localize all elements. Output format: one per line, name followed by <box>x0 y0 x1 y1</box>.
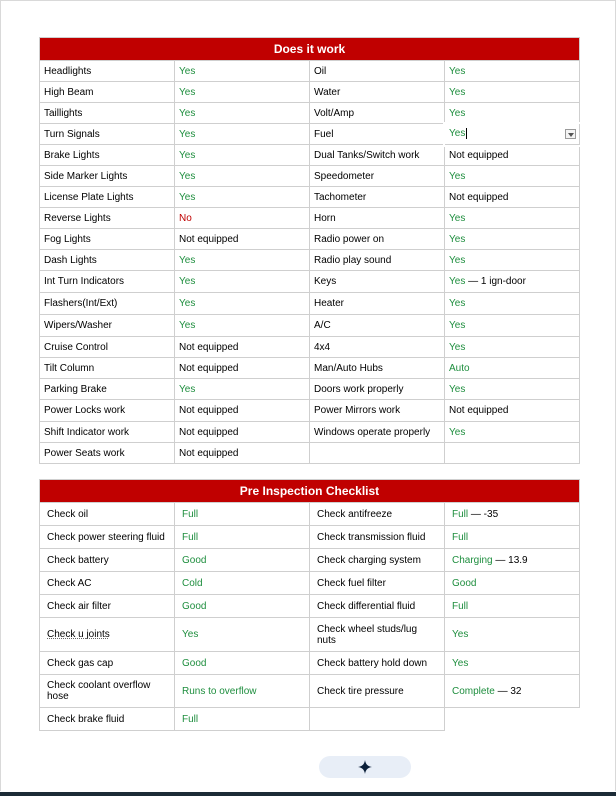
table-row <box>40 124 580 145</box>
u-joints-label: Check u joints <box>47 629 110 640</box>
cell-value[interactable]: Yes <box>445 250 580 271</box>
table-row <box>40 229 580 250</box>
cell-label[interactable]: Headlights <box>40 61 175 82</box>
table-row <box>40 572 580 595</box>
cell-label[interactable]: Windows operate properly <box>310 422 445 443</box>
cell-value[interactable]: Yes <box>445 208 580 229</box>
cell-value[interactable]: Yes <box>445 379 580 400</box>
cell-value: Complete <box>452 685 495 697</box>
cell-value[interactable]: Full <box>175 503 310 526</box>
cell-label[interactable]: Radio play sound <box>310 250 445 271</box>
table-row <box>40 250 580 271</box>
cell-label[interactable]: Check air filter <box>40 595 175 618</box>
tire-pressure-value-cell[interactable] <box>445 675 580 708</box>
table-row <box>40 271 580 293</box>
table-row <box>40 293 580 315</box>
cell-value[interactable]: Good <box>175 549 310 572</box>
table-row <box>40 103 580 124</box>
cell-label[interactable]: Check battery hold down <box>310 652 445 675</box>
table-row <box>40 208 580 229</box>
table-header-row <box>40 480 580 503</box>
cell-value[interactable]: Yes <box>445 61 580 82</box>
cell-value[interactable]: Yes <box>445 315 580 337</box>
cell-value[interactable]: Yes <box>445 229 580 250</box>
cell-label[interactable]: 4x4 <box>310 337 445 358</box>
table-row <box>40 503 580 526</box>
cell-label[interactable]: Power Mirrors work <box>310 400 445 422</box>
cell-label[interactable]: Check battery <box>40 549 175 572</box>
cell-value <box>445 708 580 731</box>
cell-label[interactable] <box>40 618 175 652</box>
cell-value[interactable]: Yes <box>175 315 310 337</box>
table-header-row <box>40 38 580 61</box>
section-title: Pre Inspection Checklist <box>40 480 580 503</box>
cell-label[interactable]: Check wheel studs/lug nuts <box>310 618 445 652</box>
table-row <box>40 400 580 422</box>
antifreeze-value-cell[interactable] <box>445 503 580 526</box>
cell-label[interactable]: Check transmission fluid <box>310 526 445 549</box>
pre-inspection-table <box>39 479 580 731</box>
table-row <box>40 422 580 443</box>
cell-label[interactable]: Man/Auto Hubs <box>310 358 445 379</box>
cell-note: — 1 ign-door <box>465 276 526 287</box>
cell-value[interactable]: Not equipped <box>445 400 580 422</box>
cell-value[interactable]: Yes <box>175 82 310 103</box>
cell-value: Yes <box>449 128 466 140</box>
cell-value[interactable]: Yes <box>445 422 580 443</box>
charging-value-cell[interactable] <box>445 549 580 572</box>
cell-value[interactable]: Yes <box>175 166 310 187</box>
cell-value[interactable]: Full <box>175 526 310 549</box>
cell-label[interactable]: Brake Lights <box>40 145 175 166</box>
cell-value[interactable]: Yes <box>445 166 580 187</box>
cell-label[interactable]: A/C <box>310 315 445 337</box>
sparkle-icon <box>358 760 372 774</box>
cell-label[interactable]: Shift Indicator work <box>40 422 175 443</box>
does-it-work-table <box>39 37 580 464</box>
table-row <box>40 708 580 731</box>
cell-label[interactable]: Tilt Column <box>40 358 175 379</box>
cell-label[interactable]: Side Marker Lights <box>40 166 175 187</box>
table-row <box>40 187 580 208</box>
cell-value[interactable]: Good <box>175 595 310 618</box>
bottom-taskbar <box>0 792 616 796</box>
ai-assist-button[interactable] <box>319 756 411 778</box>
table-row <box>40 379 580 400</box>
table-row <box>40 595 580 618</box>
cell-label[interactable]: Int Turn Indicators <box>40 271 175 293</box>
cell-value[interactable]: Not equipped <box>175 443 310 464</box>
cell-value[interactable]: Yes <box>445 618 580 652</box>
cell-label[interactable]: Parking Brake <box>40 379 175 400</box>
cell-value[interactable]: Not equipped <box>175 358 310 379</box>
cell-value[interactable]: Not equipped <box>175 422 310 443</box>
cell-label[interactable]: Speedometer <box>310 166 445 187</box>
cell-value[interactable]: Auto <box>445 358 580 379</box>
cell-label[interactable]: Wipers/Washer <box>40 315 175 337</box>
cell-note: — 13.9 <box>492 554 528 566</box>
cell-value[interactable]: Yes <box>175 145 310 166</box>
table-row <box>40 618 580 652</box>
table-row <box>40 166 580 187</box>
cell-label[interactable]: Doors work properly <box>310 379 445 400</box>
cell-value[interactable]: Good <box>175 652 310 675</box>
cell-label[interactable]: Heater <box>310 293 445 315</box>
cell-label[interactable]: Check oil <box>40 503 175 526</box>
cell-label[interactable]: Oil <box>310 61 445 82</box>
cell-label[interactable]: Check antifreeze <box>310 503 445 526</box>
cell-value[interactable]: Yes <box>175 618 310 652</box>
cell-label[interactable]: Fog Lights <box>40 229 175 250</box>
cell-label[interactable] <box>310 443 445 464</box>
cell-value[interactable]: Full <box>445 595 580 618</box>
cell-label[interactable]: Radio power on <box>310 229 445 250</box>
cell-value[interactable]: Yes <box>445 293 580 315</box>
cell-value[interactable]: Yes <box>175 187 310 208</box>
cell-value[interactable]: Not equipped <box>175 337 310 358</box>
cell-label[interactable]: Power Seats work <box>40 443 175 464</box>
cell-label[interactable]: Check brake fluid <box>40 708 175 731</box>
cell-label[interactable]: Tachometer <box>310 187 445 208</box>
table-row <box>40 549 580 572</box>
cell-value[interactable]: Yes <box>175 124 310 145</box>
cell-value[interactable]: Full <box>175 708 310 731</box>
cell-note: — 32 <box>494 685 522 697</box>
cell-value[interactable]: Yes <box>175 103 310 124</box>
cell-label[interactable]: Fuel <box>310 124 445 145</box>
cell-value[interactable]: Yes <box>175 293 310 315</box>
cell-label[interactable]: Dual Tanks/Switch work <box>310 145 445 166</box>
cell-label[interactable]: Check tire pressure <box>310 675 445 708</box>
table-row <box>40 61 580 82</box>
chevron-down-icon[interactable] <box>565 129 576 139</box>
cell-value: Full <box>452 508 469 520</box>
cell-label[interactable]: Check coolant overflow hose <box>40 675 175 708</box>
cell-value[interactable]: Not equipped <box>175 400 310 422</box>
fuel-value-cell[interactable] <box>445 124 580 145</box>
cell-note: — -35 <box>468 508 499 520</box>
cell-value[interactable]: Yes <box>175 61 310 82</box>
cell-value[interactable]: Yes <box>445 652 580 675</box>
cell-label[interactable]: Check differential fluid <box>310 595 445 618</box>
cell-label[interactable]: Check fuel filter <box>310 572 445 595</box>
cell-value[interactable]: Yes <box>175 250 310 271</box>
cell-value[interactable]: Yes <box>445 103 580 124</box>
cell-label[interactable]: Check gas cap <box>40 652 175 675</box>
cell-label[interactable]: High Beam <box>40 82 175 103</box>
cell-value[interactable]: Not equipped <box>175 229 310 250</box>
section-title: Does it work <box>40 38 580 61</box>
cell-label[interactable]: Horn <box>310 208 445 229</box>
cell-label[interactable]: Power Locks work <box>40 400 175 422</box>
cell-value[interactable]: No <box>175 208 310 229</box>
cell-value[interactable]: Runs to overflow <box>175 675 310 708</box>
table-row <box>40 526 580 549</box>
cell-label[interactable]: Volt/Amp <box>310 103 445 124</box>
cell-label[interactable] <box>310 708 445 731</box>
cell-label[interactable]: Flashers(Int/Ext) <box>40 293 175 315</box>
cell-value[interactable]: Full <box>445 526 580 549</box>
cell-label[interactable]: License Plate Lights <box>40 187 175 208</box>
cell-value[interactable]: Cold <box>175 572 310 595</box>
table-row <box>40 82 580 103</box>
cell-value[interactable]: Yes <box>175 271 310 293</box>
cell-value[interactable] <box>445 443 580 464</box>
cell-label[interactable]: Cruise Control <box>40 337 175 358</box>
cell-value[interactable]: Not equipped <box>445 145 580 166</box>
cell-label[interactable]: Keys <box>310 271 445 293</box>
cell-label[interactable]: Check power steering fluid <box>40 526 175 549</box>
table-row <box>40 337 580 358</box>
text-cursor <box>466 128 467 139</box>
cell-value[interactable]: Not equipped <box>445 187 580 208</box>
table-row <box>40 358 580 379</box>
cell-label[interactable]: Reverse Lights <box>40 208 175 229</box>
cell-label[interactable]: Check charging system <box>310 549 445 572</box>
cell-label[interactable]: Dash Lights <box>40 250 175 271</box>
cell-value[interactable]: Yes <box>175 379 310 400</box>
table-row <box>40 675 580 708</box>
cell-label[interactable]: Check AC <box>40 572 175 595</box>
cell-value[interactable]: Yes <box>445 82 580 103</box>
table-row <box>40 652 580 675</box>
table-row <box>40 145 580 166</box>
cell-value[interactable]: Good <box>445 572 580 595</box>
table-row <box>40 443 580 464</box>
cell-label[interactable]: Water <box>310 82 445 103</box>
cell-value[interactable]: Yes <box>445 337 580 358</box>
cell-label[interactable]: Turn Signals <box>40 124 175 145</box>
cell-value: Charging <box>452 554 493 566</box>
table-row <box>40 315 580 337</box>
cell-value: Yes <box>449 276 466 287</box>
keys-value-cell[interactable] <box>445 271 580 293</box>
cell-label[interactable]: Taillights <box>40 103 175 124</box>
